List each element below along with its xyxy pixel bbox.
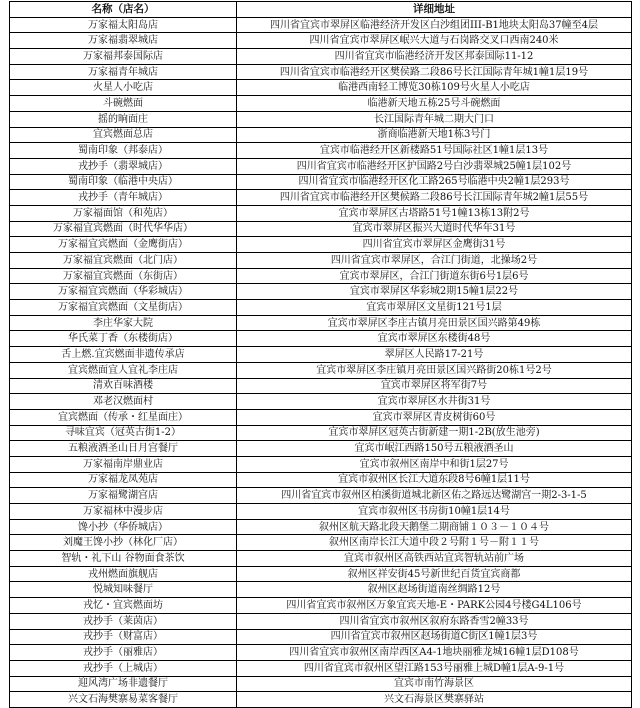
store-address-cell: 四川省宜宾市翠屏区金鹰街31号 <box>237 237 632 253</box>
header-name: 名称（店名） <box>10 2 237 18</box>
table-row <box>10 425 632 441</box>
table-row <box>10 174 632 190</box>
table-row <box>10 613 632 629</box>
store-address-cell: 宜宾市翠屏区水井街31号 <box>237 394 632 410</box>
store-name-cell: 万家福宜宾燃面（文星街店） <box>10 300 237 316</box>
table-header-row <box>10 2 632 18</box>
store-address-cell: 四川省宜宾市翠屏区岷兴大道与石岗路交叉口西南240米 <box>237 33 632 49</box>
store-name-cell: 戎抄手（丽雅店） <box>10 645 237 661</box>
store-address-cell: 四川省宜宾市叙州区南岸西区A4-1地块丽雅龙城16幢1层D108号 <box>237 645 632 661</box>
store-address-cell: 叙州区南岸长江大道中段２号附１号－附１１号 <box>237 535 632 551</box>
store-address-cell: 宜宾市翠屏区东楼街48号 <box>237 331 632 347</box>
table-row <box>10 17 632 33</box>
table-row <box>10 347 632 363</box>
store-address-cell: 宜宾市翠屏区文星街121号1层 <box>237 300 632 316</box>
store-address-cell: 宜宾市翠屏区古塔路51号1幢13栋13附2号 <box>237 205 632 221</box>
store-name-cell: 蜀南印象（临港中央店） <box>10 174 237 190</box>
store-name-cell: 万家福宜宾燃面（金鹰街店） <box>10 237 237 253</box>
store-address-cell: 宜宾市翠屏区冠英古街新建一期1-2B(放生池旁) <box>237 425 632 441</box>
store-address-cell: 长江国际青年城二期大门口 <box>237 111 632 127</box>
store-name-cell: 万家福南岸鼎业店 <box>10 456 237 472</box>
store-address-cell: 四川省宜宾市临港经济开发区邦泰国际11-12 <box>237 49 632 65</box>
store-address-cell: 宜宾市翠屏区，合江门街道东街6号1层6号 <box>237 268 632 284</box>
store-name-cell: 戎抄手（青年城店） <box>10 190 237 206</box>
store-name-cell: 万家福宜宾燃面（华彩城店） <box>10 284 237 300</box>
table-row <box>10 158 632 174</box>
store-address-cell: 宜宾市临港经开区新楼路51号国际社区1幢1层13号 <box>237 143 632 159</box>
store-name-cell: 万家福宜宾燃面（北门店） <box>10 253 237 269</box>
store-name-cell: 宜宾燃面总店 <box>10 127 237 143</box>
store-name-cell: 李庄华家大院 <box>10 315 237 331</box>
store-name-cell: 悦城知味餐厅 <box>10 582 237 598</box>
store-name-cell: 馋小抄（华侨城店） <box>10 519 237 535</box>
store-name-cell: 万家福林中漫步店 <box>10 504 237 520</box>
store-name-cell: 兴文石海樊寨易菜客餐厅 <box>10 692 237 708</box>
store-address-cell: 宜宾市叙州区书房街10幢1层14号 <box>237 504 632 520</box>
table-row <box>10 441 632 457</box>
table-row <box>10 488 632 504</box>
store-name-cell: 智轨・礼下山 谷物面食茶饮 <box>10 551 237 567</box>
table-row <box>10 49 632 65</box>
table-row <box>10 598 632 614</box>
table-row <box>10 394 632 410</box>
store-address-cell: 翠屏区人民路17-21号 <box>237 347 632 363</box>
table-row <box>10 221 632 237</box>
store-name-cell: 摇的晌面庄 <box>10 111 237 127</box>
table-row <box>10 519 632 535</box>
store-address-cell: 四川省宜宾市叙州区望江路153号丽雅上城D幢1层A-9-1号 <box>237 660 632 676</box>
store-name-cell: 戎抄手（上城店） <box>10 660 237 676</box>
table-row <box>10 472 632 488</box>
store-name-cell: 五粮液酒圣山日月宫餐厅 <box>10 441 237 457</box>
table-row <box>10 582 632 598</box>
store-address-cell: 宜宾市翠屏区将军街7号 <box>237 378 632 394</box>
store-address-cell: 浙商临港新天地1栋3号门 <box>237 127 632 143</box>
store-address-cell: 宜宾市叙州区长江大道东段8号6幢1层11号 <box>237 472 632 488</box>
store-name-cell: 万家福邦泰国际店 <box>10 49 237 65</box>
store-name-cell: 刘魔王馋小抄（林化厂店） <box>10 535 237 551</box>
store-address-cell: 宜宾市翠屏区李庄镇月亮田景区国兴路街20栋1号2号 <box>237 362 632 378</box>
store-name-cell: 万家福青年城店 <box>10 64 237 80</box>
table-row <box>10 80 632 96</box>
store-address-cell: 四川省宜宾市临港经开区化工路265号临港中央2幢1层293号 <box>237 174 632 190</box>
store-address-cell: 宜宾市翠屏区华彩城2期15幢1层22号 <box>237 284 632 300</box>
table-row <box>10 660 632 676</box>
table-row <box>10 237 632 253</box>
store-address-cell: 叙州区赵场街道南丝绸路12号 <box>237 582 632 598</box>
table-row <box>10 300 632 316</box>
table-row <box>10 551 632 567</box>
table-row <box>10 362 632 378</box>
table-body <box>10 17 632 707</box>
store-address-cell: 宜宾市翠屏区振兴大道时代华年31号 <box>237 221 632 237</box>
store-name-cell: 戎抄手（莱茵店） <box>10 613 237 629</box>
table-row <box>10 33 632 49</box>
store-address-cell: 四川省宜宾市临港经开区樊侯路二段86号长江国际青年城1幢1层19号 <box>237 64 632 80</box>
store-name-cell: 迎风湾广场非遗餐厅 <box>10 676 237 692</box>
store-address-cell: 四川省宜宾市叙州区柏溪街道城北新区佑之路远达鹭湖宫一期2-3-1-5 <box>237 488 632 504</box>
table-row <box>10 127 632 143</box>
table-row <box>10 64 632 80</box>
store-name-cell: 清欢百味酒楼 <box>10 378 237 394</box>
store-address-cell: 四川省宜宾市叙州区叙府东路香雪2幢33号 <box>237 613 632 629</box>
store-name-cell: 戎抄手（财富店） <box>10 629 237 645</box>
store-name-cell: 万家福龙凤苑店 <box>10 472 237 488</box>
table-row <box>10 456 632 472</box>
store-name-cell: 寻味宜宾（冠英古街1-2） <box>10 425 237 441</box>
store-name-cell: 火星人小吃店 <box>10 80 237 96</box>
table-row <box>10 331 632 347</box>
store-name-cell: 万家福太阳岛店 <box>10 17 237 33</box>
store-name-cell: 戎忆・宜宾燃面坊 <box>10 598 237 614</box>
store-address-cell: 叙州区航天路北段天鹅堡二期商铺１０３－１０４号 <box>237 519 632 535</box>
store-address-cell: 临港新天地五栋25号斗碗燃面 <box>237 96 632 112</box>
table-row <box>10 504 632 520</box>
store-address-cell: 四川省宜宾市临港经开区护国路2号白沙翡翠城25幢1层102号 <box>237 158 632 174</box>
store-name-cell: 戎抄手（翡翠城店） <box>10 158 237 174</box>
store-name-cell: 万家福面馆（和苑店） <box>10 205 237 221</box>
table-row <box>10 692 632 708</box>
table-row <box>10 645 632 661</box>
store-name-cell: 万家福鹭湖宫店 <box>10 488 237 504</box>
store-address-cell: 叙州区祥安街45号新世纪百货宜宾商都 <box>237 566 632 582</box>
table-row <box>10 629 632 645</box>
table-row <box>10 676 632 692</box>
header-address: 详细地址 <box>237 2 632 18</box>
store-address-cell: 兴文石海景区樊寨驿站 <box>237 692 632 708</box>
store-name-cell: 斗碗燃面 <box>10 96 237 112</box>
store-address-cell: 四川省宜宾市临港经开区樊候路二段86号长江国际青年城2幢1层55号 <box>237 190 632 206</box>
table-row <box>10 205 632 221</box>
table-row <box>10 284 632 300</box>
store-address-cell: 宜宾市叙州区高铁西站宜宾智轨站前广场 <box>237 551 632 567</box>
store-address-cell: 四川省宜宾市翠屏区临港经济开发区白沙组团III-B1地块太阳岛37幢至4层 <box>237 17 632 33</box>
table-row <box>10 566 632 582</box>
store-name-cell: 宜宾燃面（传承・红星面庄） <box>10 409 237 425</box>
store-address-cell: 宜宾市翠屏区李庄古镇月亮田景区国兴路第49栋 <box>237 315 632 331</box>
store-table <box>9 1 632 708</box>
store-address-cell: 临港西南轻工博览30栋109号火星人小吃店 <box>237 80 632 96</box>
table-row <box>10 253 632 269</box>
table-row <box>10 143 632 159</box>
store-address-cell: 四川省宜宾市叙州区万象宜宾天地-E・PARK公园4号楼G4L106号 <box>237 598 632 614</box>
table-row <box>10 409 632 425</box>
store-name-cell: 万家福宜宾燃面（时代华华店） <box>10 221 237 237</box>
store-address-cell: 四川省宜宾市叙州区赵场街道C街区1幢1层3号 <box>237 629 632 645</box>
store-name-cell: 万家福宜宾燃面（东街店） <box>10 268 237 284</box>
store-address-cell: 宜宾市南竹海景区 <box>237 676 632 692</box>
table-row <box>10 96 632 112</box>
table-row <box>10 190 632 206</box>
store-name-cell: 宜宾燃面宜人宜礼李庄店 <box>10 362 237 378</box>
store-address-cell: 宜宾市岷江西路150号五粮液酒圣山 <box>237 441 632 457</box>
store-name-cell: 万家福翡翠城店 <box>10 33 237 49</box>
store-name-cell: 戎州燃面旗舰店 <box>10 566 237 582</box>
store-name-cell: 舌上燃.宜宾燃面非遗传承店 <box>10 347 237 363</box>
store-name-cell: 华氏菜丁香（东楼街店） <box>10 331 237 347</box>
table-row <box>10 111 632 127</box>
table-row <box>10 378 632 394</box>
store-address-cell: 四川省宜宾市翠屏区，合江门街道，北操场2号 <box>237 253 632 269</box>
store-name-cell: 邓老汉燃面村 <box>10 394 237 410</box>
table-row <box>10 268 632 284</box>
store-name-cell: 蜀南印象（邦泰店） <box>10 143 237 159</box>
table-row <box>10 535 632 551</box>
store-address-cell: 宜宾市叙州区南岸中和街1层27号 <box>237 456 632 472</box>
table-row <box>10 315 632 331</box>
store-address-cell: 宜宾市翠屏区青皮树街60号 <box>237 409 632 425</box>
